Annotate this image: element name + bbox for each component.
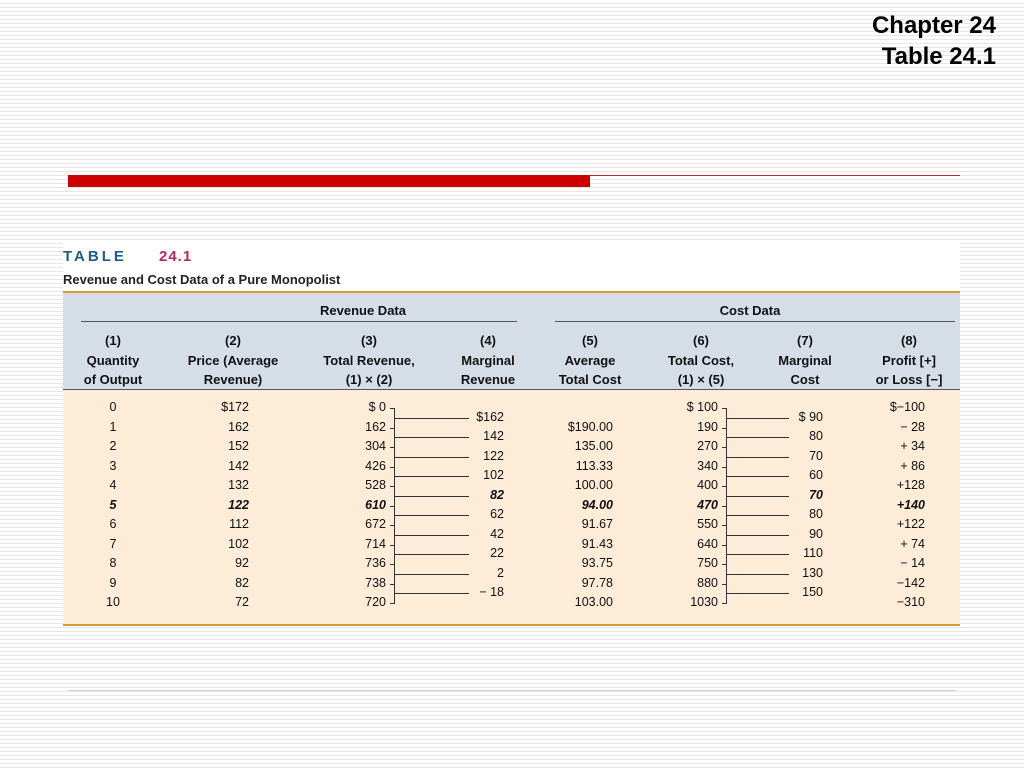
cost-connector-line: [727, 496, 789, 497]
revenue-connector-line: [395, 457, 469, 458]
table-label: TABLE: [63, 248, 127, 265]
quantity-cell: 4: [109, 478, 117, 492]
column-header-1-l2: of Output: [83, 372, 143, 387]
column-header-8-l2: or Loss [−]: [875, 372, 943, 387]
profit-cell: +122: [896, 517, 925, 531]
group-rule-revenue: [81, 321, 517, 322]
marginal-revenue-cell: 42: [490, 526, 504, 541]
column-header-3: [309, 331, 429, 390]
total-cost-cell: 340: [697, 458, 718, 473]
quantity-cell: 7: [109, 536, 117, 551]
cost-connector-line: [727, 554, 789, 555]
marginal-cost-cell: 90: [809, 526, 823, 541]
column-header-4-l2: Revenue: [460, 372, 516, 387]
column-header-6-num: (6): [693, 333, 709, 348]
quantity-cell: 2: [109, 439, 117, 453]
total-revenue-cell: 738: [365, 575, 386, 590]
revenue-connector-line: [395, 574, 469, 575]
marginal-revenue-cell: 102: [483, 468, 504, 483]
column-header-5-l2: Total Cost: [558, 372, 622, 387]
total-cost-cell: 470: [697, 497, 718, 512]
total-revenue-cell: 720: [365, 595, 386, 609]
quantity-cell: 1: [109, 419, 117, 434]
profit-cell: +128: [896, 478, 925, 492]
marginal-cost-cell: 70: [809, 487, 823, 502]
profit-cell: +140: [896, 497, 925, 512]
marginal-revenue-cell: 82: [490, 487, 504, 502]
marginal-cost-cell: 80: [809, 507, 823, 522]
marginal-revenue-cell: 62: [490, 507, 504, 522]
group-header-revenue: Revenue Data: [320, 303, 406, 318]
marginal-cost-cell: 130: [802, 565, 823, 580]
slide-title: [872, 10, 996, 72]
quantity-cell: 6: [109, 517, 117, 531]
price-cell: 92: [235, 556, 249, 570]
profit-cell: $−100: [889, 400, 925, 414]
table-bottom-rule: [63, 624, 960, 626]
group-header-cost: Cost Data: [719, 303, 781, 318]
column-header-6-l2: (1) × (5): [677, 372, 725, 387]
cost-connector-line: [727, 515, 789, 516]
average-total-cost-cell: 94.00: [581, 497, 613, 512]
average-total-cost-cell: 91.67: [581, 517, 613, 531]
price-cell: 112: [229, 517, 249, 531]
quantity-cell: 0: [109, 400, 117, 414]
column-header-6-l1: Total Cost,: [667, 352, 735, 368]
profit-cell: + 86: [900, 458, 925, 473]
column-header-7: [745, 331, 865, 390]
average-total-cost-cell: $190.00: [567, 419, 613, 434]
table-number: 24.1: [159, 248, 193, 265]
cost-connector-line: [727, 437, 789, 438]
price-cell: 162: [228, 419, 249, 434]
marginal-cost-cell: 110: [803, 546, 823, 561]
revenue-connector-line: [395, 554, 469, 555]
quantity-cell: 9: [109, 575, 117, 590]
column-header-8: [849, 331, 969, 390]
average-total-cost-cell: 113.33: [575, 458, 613, 473]
column-header-8-num: (8): [901, 333, 917, 348]
column-header-2-num: (2): [225, 333, 241, 348]
price-cell: 132: [228, 478, 249, 492]
column-header-7-num: (7): [797, 333, 813, 348]
marginal-revenue-cell: − 18: [479, 585, 504, 600]
revenue-connector-line: [395, 418, 469, 419]
column-header-6: [641, 331, 761, 390]
total-revenue-cell: 736: [365, 556, 386, 570]
chapter-heading: Chapter 24: [871, 12, 996, 39]
total-revenue-cell: 610: [365, 497, 386, 512]
profit-cell: −310: [896, 595, 925, 609]
average-total-cost-cell: 97.78: [581, 575, 613, 590]
column-header-5-l1: Average: [564, 352, 616, 368]
column-header-2-l2: Revenue): [203, 372, 263, 387]
average-total-cost-cell: 135.00: [574, 439, 613, 453]
cost-connector-line: [727, 535, 789, 536]
monopolist-data-table: [63, 243, 960, 626]
revenue-connector-line: [395, 496, 469, 497]
group-rule-cost: [555, 321, 955, 322]
marginal-revenue-cell: 122: [483, 448, 504, 463]
table-reference-heading: Table 24.1: [881, 43, 996, 70]
marginal-cost-cell: $ 90: [798, 409, 823, 424]
total-revenue-cell: 162: [365, 419, 386, 434]
revenue-connector-line: [395, 535, 469, 536]
total-cost-cell: 400: [697, 478, 718, 492]
total-cost-cell: 270: [697, 439, 718, 453]
price-cell: 142: [228, 458, 249, 473]
total-cost-cell: 190: [697, 419, 718, 434]
quantity-cell: 5: [109, 497, 117, 512]
profit-cell: − 14: [900, 556, 925, 570]
marginal-revenue-cell: 22: [490, 546, 504, 561]
total-revenue-cell: 528: [365, 478, 386, 492]
column-header-1-num: (1): [105, 333, 121, 348]
cost-connector-line: [727, 457, 789, 458]
average-total-cost-cell: 93.75: [581, 556, 613, 570]
marginal-revenue-cell: $162: [476, 409, 504, 424]
column-header-8-l1: Profit [+]: [882, 352, 936, 368]
revenue-connector-line: [395, 593, 469, 594]
price-cell: 152: [228, 439, 249, 453]
average-total-cost-cell: 91.43: [581, 536, 613, 551]
quantity-cell: 3: [109, 458, 117, 473]
column-header-3-l1: Total Revenue,: [323, 352, 415, 368]
revenue-connector-line: [395, 515, 469, 516]
total-cost-cell: 880: [697, 575, 718, 590]
cost-connector-line: [727, 418, 789, 419]
profit-cell: + 34: [900, 439, 925, 453]
marginal-cost-cell: 80: [809, 429, 823, 444]
column-header-3-l2: (1) × (2): [345, 372, 393, 387]
marginal-cost-cell: 150: [802, 585, 823, 600]
total-cost-cell: 640: [697, 536, 718, 551]
quantity-cell: 10: [106, 595, 120, 609]
column-header-5: [530, 331, 650, 390]
marginal-revenue-cell: 142: [483, 429, 504, 444]
footer-rule: [68, 690, 956, 691]
total-revenue-cell: 672: [365, 517, 386, 531]
column-header-4-num: (4): [480, 333, 496, 348]
column-header-2-l1: Price (Average: [187, 352, 279, 368]
column-header-7-l1: Marginal: [778, 352, 832, 368]
column-header-3-num: (3): [361, 333, 377, 348]
revenue-connector-line: [395, 476, 469, 477]
marginal-revenue-cell: 2: [497, 565, 504, 580]
average-total-cost-cell: 100.00: [574, 478, 613, 492]
total-cost-cell: 1030: [690, 595, 718, 609]
total-revenue-cell: 714: [365, 536, 386, 551]
column-header-1: [53, 331, 173, 390]
column-header-2: [173, 331, 293, 390]
profit-cell: − 28: [900, 419, 925, 434]
price-cell: 72: [235, 595, 249, 609]
profit-cell: −142: [896, 575, 925, 590]
total-revenue-cell: $ 0: [368, 400, 386, 414]
cost-connector-line: [727, 593, 789, 594]
cost-connector-line: [727, 476, 789, 477]
quantity-cell: 8: [109, 556, 117, 570]
accent-bar: [68, 175, 590, 187]
price-cell: 82: [235, 575, 249, 590]
price-cell: $172: [221, 400, 249, 414]
marginal-cost-cell: 60: [809, 468, 823, 483]
total-cost-cell: 550: [697, 517, 718, 531]
column-header-7-l2: Cost: [790, 372, 820, 387]
price-cell: 102: [228, 536, 249, 551]
column-header-1-l1: Quantity: [86, 352, 140, 368]
table-subtitle: Revenue and Cost Data of a Pure Monopolist: [63, 272, 341, 287]
total-revenue-cell: 304: [365, 439, 386, 453]
average-total-cost-cell: 103.00: [574, 595, 613, 609]
price-cell: 122: [228, 497, 249, 512]
column-header-5-num: (5): [582, 333, 598, 348]
cost-connector-line: [727, 574, 789, 575]
revenue-connector-line: [395, 437, 469, 438]
profit-cell: + 74: [900, 536, 925, 551]
marginal-cost-cell: 70: [809, 448, 823, 463]
total-cost-cell: $ 100: [686, 400, 718, 414]
total-revenue-cell: 426: [365, 458, 386, 473]
table-body: [63, 390, 960, 624]
total-cost-cell: 750: [697, 556, 718, 570]
column-header-4-l1: Marginal: [461, 352, 515, 368]
